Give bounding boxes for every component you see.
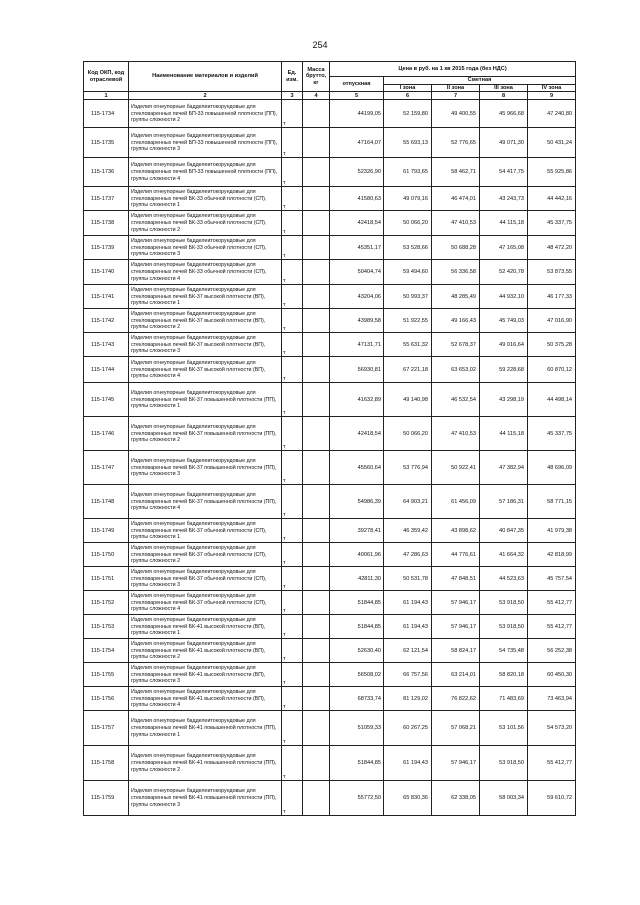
row-price-zone-4: 60 450,30 [528,663,576,687]
row-price-zone-3: 47 382,94 [480,451,528,485]
row-price-zone-1: 50 066,20 [384,417,432,451]
table-row [84,260,576,285]
header-zone-2: II зона [432,84,480,92]
header-zone-4: IV зона [528,84,576,92]
row-name: Изделия огнеупорные бадделеитокорундовые для стекловаренных печей БК-33 обычной плотности (СП), группы сложности 4 [129,260,282,285]
row-unit: т [282,333,303,357]
table-row [84,663,576,687]
row-release-price: 51844,85 [330,591,384,615]
row-mass [303,663,330,687]
row-price-zone-1: 55 693,13 [384,128,432,158]
row-unit: т [282,309,303,333]
row-mass [303,543,330,567]
row-code: 115-1756 [84,687,129,711]
row-price-zone-3: 41 664,32 [480,543,528,567]
row-code: 115-1757 [84,711,129,746]
row-code: 115-1750 [84,543,129,567]
row-price-zone-2: 52 678,37 [432,333,480,357]
row-price-zone-3: 43 298,19 [480,383,528,417]
col-number: 7 [432,92,480,100]
col-number: 5 [330,92,384,100]
row-price-zone-3: 53 101,56 [480,711,528,746]
table-body [84,100,576,816]
row-price-zone-2: 47 410,53 [432,211,480,236]
table-header [84,62,576,100]
row-price-zone-2: 52 776,65 [432,128,480,158]
header-code: Код ОКП, код отраслевой [84,62,129,92]
row-unit: т [282,211,303,236]
row-code: 115-1743 [84,333,129,357]
row-release-price: 51844,85 [330,615,384,639]
row-mass [303,357,330,383]
row-unit: т [282,781,303,816]
row-price-zone-4: 50 375,28 [528,333,576,357]
table-row [84,100,576,128]
header-release: отпускная [330,77,384,92]
row-price-zone-2: 43 898,62 [432,519,480,543]
row-price-zone-3: 54 417,75 [480,158,528,187]
table-row [84,519,576,543]
row-mass [303,211,330,236]
row-release-price: 42811,30 [330,567,384,591]
table-row [84,781,576,816]
row-price-zone-1: 50 066,20 [384,211,432,236]
row-mass [303,451,330,485]
row-price-zone-3: 45 966,68 [480,100,528,128]
row-price-zone-1: 51 922,55 [384,309,432,333]
row-price-zone-2: 50 922,41 [432,451,480,485]
row-mass [303,485,330,519]
row-unit: т [282,285,303,309]
row-release-price: 42418,54 [330,417,384,451]
row-price-zone-1: 62 121,54 [384,639,432,663]
table-row [84,309,576,333]
row-code: 115-1749 [84,519,129,543]
row-price-zone-1: 52 159,80 [384,100,432,128]
col-number: 4 [303,92,330,100]
row-release-price: 44199,05 [330,100,384,128]
row-price-zone-3: 71 483,69 [480,687,528,711]
row-price-zone-3: 49 071,30 [480,128,528,158]
row-code: 115-1751 [84,567,129,591]
row-price-zone-4: 50 431,24 [528,128,576,158]
row-release-price: 68733,74 [330,687,384,711]
row-release-price: 47131,71 [330,333,384,357]
table-row [84,236,576,260]
row-code: 115-1758 [84,746,129,781]
row-price-zone-2: 47 410,53 [432,417,480,451]
row-price-zone-1: 50 531,78 [384,567,432,591]
table-row [84,711,576,746]
row-price-zone-1: 47 286,63 [384,543,432,567]
row-mass [303,333,330,357]
table-row [84,567,576,591]
row-mass [303,615,330,639]
row-name: Изделия огнеупорные бадделеитокорундовые для стекловаренных печей БП-33 повышенной плотности (ПП), группы сложности 4 [129,158,282,187]
row-release-price: 40061,96 [330,543,384,567]
row-name: Изделия огнеупорные бадделеитокорундовые для стекловаренных печей БК-37 высокой плотности (ВП), группы сложности 3 [129,333,282,357]
row-price-zone-1: 66 757,56 [384,663,432,687]
row-price-zone-4: 56 252,38 [528,639,576,663]
row-unit: т [282,485,303,519]
row-price-zone-3: 45 749,03 [480,309,528,333]
row-price-zone-3: 58 820,18 [480,663,528,687]
row-price-zone-3: 43 243,73 [480,187,528,211]
row-release-price: 56930,81 [330,357,384,383]
row-price-zone-4: 48 472,20 [528,236,576,260]
row-name: Изделия огнеупорные бадделеитокорундовые для стекловаренных печей БК-37 высокой плотности (ВП), группы сложности 4 [129,357,282,383]
row-name: Изделия огнеупорные бадделеитокорундовые для стекловаренных печей БК-41 высокой плотности (ВП), группы сложности 2 [129,639,282,663]
row-name: Изделия огнеупорные бадделеитокорундовые для стекловаренных печей БК-33 обычной плотности (СП), группы сложности 2 [129,211,282,236]
row-unit: т [282,260,303,285]
row-release-price: 41580,63 [330,187,384,211]
row-unit: т [282,663,303,687]
table-row [84,746,576,781]
row-name: Изделия огнеупорные бадделеитокорундовые для стекловаренных печей БК-41 высокой плотности (ВП), группы сложности 1 [129,615,282,639]
table-row [84,615,576,639]
row-price-zone-1: 61 793,65 [384,158,432,187]
row-price-zone-2: 57 068,21 [432,711,480,746]
row-name: Изделия огнеупорные бадделеитокорундовые для стекловаренных печей БК-37 обычной плотности (СП), группы сложности 4 [129,591,282,615]
row-price-zone-1: 53 528,66 [384,236,432,260]
row-name: Изделия огнеупорные бадделеитокорундовые для стекловаренных печей БК-33 обычной плотности (СП), группы сложности 3 [129,236,282,260]
row-name: Изделия огнеупорные бадделеитокорундовые для стекловаренных печей БК-41 повышенной плотности (ПП), группы сложности 2 [129,746,282,781]
row-price-zone-4: 58 771,15 [528,485,576,519]
header-zone-3: III зона [480,84,528,92]
row-release-price: 43989,58 [330,309,384,333]
row-unit: т [282,746,303,781]
row-release-price: 43204,06 [330,285,384,309]
row-price-zone-3: 40 847,35 [480,519,528,543]
row-mass [303,591,330,615]
row-name: Изделия огнеупорные бадделеитокорундовые для стекловаренных печей БК-37 обычной плотности (СП), группы сложности 2 [129,543,282,567]
row-release-price: 56508,02 [330,663,384,687]
row-unit: т [282,639,303,663]
header-zone-1: I зона [384,84,432,92]
row-price-zone-4: 46 177,33 [528,285,576,309]
row-price-zone-1: 46 359,42 [384,519,432,543]
row-price-zone-2: 46 532,54 [432,383,480,417]
row-price-zone-3: 47 165,08 [480,236,528,260]
row-mass [303,187,330,211]
row-price-zone-4: 54 573,20 [528,711,576,746]
row-unit: т [282,417,303,451]
row-code: 115-1759 [84,781,129,816]
row-release-price: 41632,89 [330,383,384,417]
row-price-zone-3: 54 735,48 [480,639,528,663]
header-name: Наименование материалов и изделий [129,62,282,92]
row-release-price: 52326,90 [330,158,384,187]
row-name: Изделия огнеупорные бадделеитокорундовые для стекловаренных печей БК-41 повышенной плотности (ПП), группы сложности 3 [129,781,282,816]
row-price-zone-4: 47 240,80 [528,100,576,128]
col-number: 3 [282,92,303,100]
table-row [84,417,576,451]
row-name: Изделия огнеупорные бадделеитокорундовые для стекловаренных печей БК-37 повышенной плотности (ПП), группы сложности 3 [129,451,282,485]
row-price-zone-2: 57 946,17 [432,615,480,639]
row-release-price: 39278,41 [330,519,384,543]
row-code: 115-1738 [84,211,129,236]
row-price-zone-2: 50 688,28 [432,236,480,260]
table-row [84,128,576,158]
row-unit: т [282,451,303,485]
row-name: Изделия огнеупорные бадделеитокорундовые для стекловаренных печей БК-41 высокой плотности (ВП), группы сложности 3 [129,663,282,687]
row-price-zone-1: 65 830,36 [384,781,432,816]
row-price-zone-4: 55 925,86 [528,158,576,187]
row-name: Изделия огнеупорные бадделеитокорундовые для стекловаренных печей БК-37 обычной плотности (СП), группы сложности 3 [129,567,282,591]
row-code: 115-1739 [84,236,129,260]
row-release-price: 50404,74 [330,260,384,285]
table-row [84,285,576,309]
row-price-zone-4: 41 979,38 [528,519,576,543]
row-mass [303,236,330,260]
row-price-zone-2: 63 653,02 [432,357,480,383]
row-price-zone-3: 58 003,34 [480,781,528,816]
row-mass [303,567,330,591]
table-row [84,211,576,236]
row-unit: т [282,567,303,591]
row-name: Изделия огнеупорные бадделеитокорундовые для стекловаренных печей БК-41 повышенной плотности (ПП), группы сложности 1 [129,711,282,746]
row-mass [303,639,330,663]
row-mass [303,158,330,187]
row-mass [303,285,330,309]
row-mass [303,711,330,746]
row-unit: т [282,519,303,543]
row-price-zone-4: 55 412,77 [528,615,576,639]
row-price-zone-3: 44 115,18 [480,211,528,236]
row-price-zone-2: 76 822,62 [432,687,480,711]
row-price-zone-4: 59 610,72 [528,781,576,816]
table-row [84,485,576,519]
row-price-zone-4: 55 412,77 [528,746,576,781]
row-price-zone-3: 59 228,68 [480,357,528,383]
table-row [84,333,576,357]
row-price-zone-4: 44 442,16 [528,187,576,211]
row-code: 115-1740 [84,260,129,285]
table-row [84,591,576,615]
row-mass [303,746,330,781]
row-release-price: 51844,85 [330,746,384,781]
row-unit: т [282,236,303,260]
row-price-zone-4: 55 412,77 [528,591,576,615]
row-price-zone-3: 53 918,50 [480,591,528,615]
row-release-price: 51059,33 [330,711,384,746]
table-row [84,187,576,211]
row-name: Изделия огнеупорные бадделеитокорундовые для стекловаренных печей БК-37 повышенной плотности (ПП), группы сложности 1 [129,383,282,417]
row-price-zone-2: 49 166,43 [432,309,480,333]
row-mass [303,417,330,451]
row-unit: т [282,591,303,615]
row-price-zone-2: 62 338,05 [432,781,480,816]
row-price-zone-1: 60 267,25 [384,711,432,746]
table-row [84,639,576,663]
row-unit: т [282,128,303,158]
row-release-price: 52630,40 [330,639,384,663]
row-price-zone-3: 53 918,50 [480,615,528,639]
row-unit: т [282,687,303,711]
row-price-zone-2: 58 824,17 [432,639,480,663]
row-code: 115-1744 [84,357,129,383]
row-name: Изделия огнеупорные бадделеитокорундовые для стекловаренных печей БП-33 повышенной плотности (ПП), группы сложности 2 [129,100,282,128]
row-name: Изделия огнеупорные бадделеитокорундовые для стекловаренных печей БК-37 высокой плотности (ВП), группы сложности 2 [129,309,282,333]
row-price-zone-2: 49 400,55 [432,100,480,128]
header-mass: Масса брутто, кг [303,62,330,92]
row-price-zone-2: 57 946,17 [432,591,480,615]
row-price-zone-1: 61 194,43 [384,746,432,781]
row-mass [303,687,330,711]
row-price-zone-2: 48 285,49 [432,285,480,309]
row-price-zone-3: 49 016,64 [480,333,528,357]
row-unit: т [282,158,303,187]
row-release-price: 55772,50 [330,781,384,816]
row-unit: т [282,187,303,211]
row-price-zone-2: 47 848,51 [432,567,480,591]
page-number: 254 [312,40,328,50]
row-price-zone-3: 44 932,10 [480,285,528,309]
row-price-zone-4: 42 818,99 [528,543,576,567]
row-code: 115-1745 [84,383,129,417]
row-unit: т [282,711,303,746]
col-number: 2 [129,92,282,100]
row-mass [303,519,330,543]
row-code: 115-1737 [84,187,129,211]
row-price-zone-1: 59 494,60 [384,260,432,285]
row-code: 115-1754 [84,639,129,663]
header-unit: Ед. изм. [282,62,303,92]
row-code: 115-1755 [84,663,129,687]
row-mass [303,309,330,333]
row-price-zone-4: 47 016,90 [528,309,576,333]
row-name: Изделия огнеупорные бадделеитокорундовые для стекловаренных печей БК-37 обычной плотности (СП), группы сложности 1 [129,519,282,543]
row-price-zone-1: 61 194,43 [384,591,432,615]
row-price-zone-2: 58 462,71 [432,158,480,187]
row-mass [303,100,330,128]
row-price-zone-3: 53 918,50 [480,746,528,781]
row-price-zone-4: 45 337,75 [528,417,576,451]
row-code: 115-1741 [84,285,129,309]
col-number: 1 [84,92,129,100]
row-price-zone-4: 44 498,14 [528,383,576,417]
row-price-zone-2: 44 776,61 [432,543,480,567]
col-number: 8 [480,92,528,100]
row-code: 115-1746 [84,417,129,451]
header-estimate: Сметная [384,77,576,85]
table-row [84,158,576,187]
row-unit: т [282,543,303,567]
row-price-zone-2: 61 456,09 [432,485,480,519]
row-unit: т [282,615,303,639]
row-code: 115-1734 [84,100,129,128]
row-price-zone-2: 63 214,01 [432,663,480,687]
row-unit: т [282,357,303,383]
row-price-zone-1: 64 903,21 [384,485,432,519]
price-table [83,61,576,816]
row-name: Изделия огнеупорные бадделеитокорундовые для стекловаренных печей БП-33 повышенной плотности (ПП), группы сложности 3 [129,128,282,158]
row-name: Изделия огнеупорные бадделеитокорундовые для стекловаренных печей БК-33 обычной плотности (СП), группы сложности 1 [129,187,282,211]
row-code: 115-1752 [84,591,129,615]
row-unit: т [282,100,303,128]
row-name: Изделия огнеупорные бадделеитокорундовые для стекловаренных печей БК-37 повышенной плотности (ПП), группы сложности 2 [129,417,282,451]
col-number: 9 [528,92,576,100]
row-price-zone-3: 44 115,18 [480,417,528,451]
row-price-zone-4: 60 870,12 [528,357,576,383]
row-price-zone-1: 53 776,94 [384,451,432,485]
row-release-price: 45560,64 [330,451,384,485]
row-release-price: 54986,39 [330,485,384,519]
row-release-price: 42418,54 [330,211,384,236]
row-code: 115-1742 [84,309,129,333]
row-price-zone-3: 57 186,31 [480,485,528,519]
row-price-zone-3: 44 523,63 [480,567,528,591]
row-name: Изделия огнеупорные бадделеитокорундовые для стекловаренных печей БК-37 высокой плотности (ВП), группы сложности 1 [129,285,282,309]
row-code: 115-1747 [84,451,129,485]
row-name: Изделия огнеупорные бадделеитокорундовые для стекловаренных печей БК-41 высокой плотности (ВП), группы сложности 4 [129,687,282,711]
row-price-zone-2: 46 474,01 [432,187,480,211]
row-release-price: 45351,17 [330,236,384,260]
row-code: 115-1736 [84,158,129,187]
table-row [84,357,576,383]
table-row [84,687,576,711]
header-price-group: Цена в руб. на 1 кв 2015 года (без НДС) [330,62,576,77]
row-mass [303,781,330,816]
row-code: 115-1748 [84,485,129,519]
row-price-zone-1: 50 993,37 [384,285,432,309]
column-number-row [84,92,576,100]
row-price-zone-1: 67 221,18 [384,357,432,383]
row-price-zone-4: 48 696,09 [528,451,576,485]
row-name: Изделия огнеупорные бадделеитокорундовые для стекловаренных печей БК-37 повышенной плотности (ПП), группы сложности 4 [129,485,282,519]
table-row [84,383,576,417]
row-price-zone-3: 52 420,78 [480,260,528,285]
row-price-zone-1: 49 140,98 [384,383,432,417]
row-price-zone-4: 45 757,54 [528,567,576,591]
row-price-zone-1: 61 194,43 [384,615,432,639]
row-price-zone-2: 57 946,17 [432,746,480,781]
row-mass [303,128,330,158]
row-code: 115-1753 [84,615,129,639]
row-mass [303,260,330,285]
row-mass [303,383,330,417]
row-price-zone-4: 45 337,75 [528,211,576,236]
row-price-zone-1: 55 631,32 [384,333,432,357]
row-release-price: 47164,07 [330,128,384,158]
row-price-zone-2: 56 336,58 [432,260,480,285]
table-row [84,543,576,567]
row-price-zone-1: 49 079,16 [384,187,432,211]
row-price-zone-4: 73 463,94 [528,687,576,711]
row-code: 115-1735 [84,128,129,158]
row-price-zone-1: 81 129,02 [384,687,432,711]
row-unit: т [282,383,303,417]
col-number: 6 [384,92,432,100]
table-row [84,451,576,485]
row-price-zone-4: 53 873,55 [528,260,576,285]
